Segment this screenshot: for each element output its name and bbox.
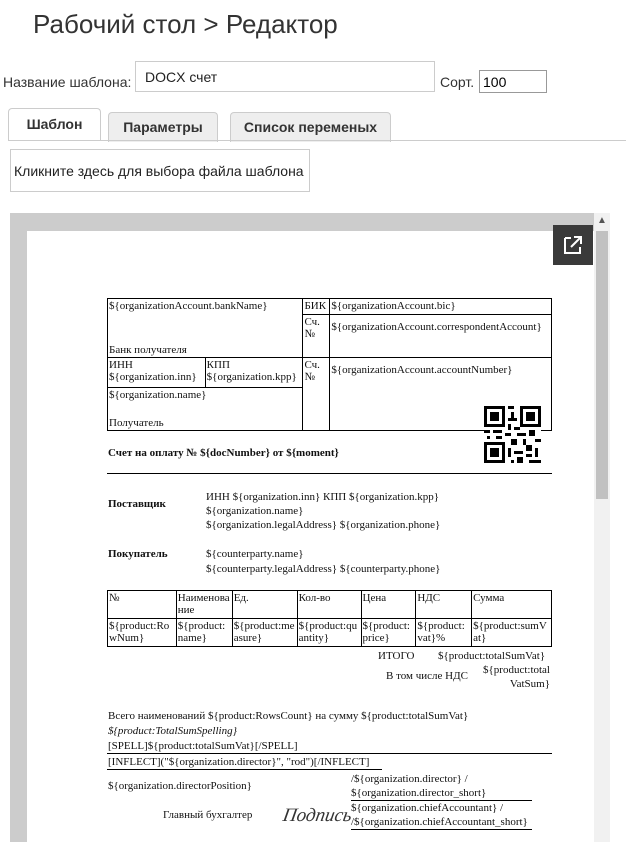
page-title: Рабочий стол > Редактор xyxy=(33,9,338,39)
summary-divider xyxy=(107,753,552,754)
open-in-new-window-icon xyxy=(553,225,593,265)
inn-label: ИНН xyxy=(109,359,133,371)
sort-input[interactable] xyxy=(479,70,547,93)
row-price-2: price} xyxy=(362,632,390,644)
accountant-name-1: ${organization.chiefAccountant} / xyxy=(351,802,504,814)
scrollbar-thumb[interactable] xyxy=(596,231,608,499)
bik-label: БИК xyxy=(303,299,330,315)
summary-line-3: [SPELL]${product:totalSumVat}[/SPELL] xyxy=(108,740,298,752)
choose-template-file-button[interactable]: Кликните здесь для выбора файла шаблона xyxy=(10,149,310,192)
kpp-cell xyxy=(205,358,303,388)
row-vat-2: vat}% xyxy=(417,632,446,644)
corr-label-1: Сч. xyxy=(304,316,320,328)
row-cell xyxy=(176,619,232,647)
tab-divider xyxy=(8,140,626,141)
row-cell xyxy=(361,619,416,647)
bank-label: Банк получателя xyxy=(109,344,187,356)
header-price: Цена xyxy=(362,592,387,604)
header-name-1: Наименова xyxy=(177,592,230,604)
org-name: ${organization.name} xyxy=(109,389,207,401)
inn-value: ${organization.inn} xyxy=(109,371,197,383)
row-name-2: name} xyxy=(177,632,207,644)
header-cell xyxy=(232,591,297,619)
template-name-label: Название шаблона: xyxy=(3,74,132,90)
row-sum-2: at} xyxy=(473,632,487,644)
tab-variables-list[interactable]: Список переменых xyxy=(230,112,391,142)
row-qty-1: ${product:qu xyxy=(298,620,358,632)
header-quantity: Кол-во xyxy=(298,592,331,604)
total-value: ${product:totalSumVat} xyxy=(438,650,546,662)
kpp-value: ${organization.kpp} xyxy=(206,371,297,383)
row-cell xyxy=(416,619,472,647)
row-cell xyxy=(297,619,361,647)
template-name-input[interactable] xyxy=(135,61,435,92)
tab-parameters[interactable]: Параметры xyxy=(108,112,218,142)
summary-line-2: ${product:TotalSumSpelling} xyxy=(108,725,237,737)
bank-name-cell xyxy=(108,299,303,358)
summary-line-4: [INFLECT]("${organization.director}", "rod")[/INFLECT] xyxy=(108,756,370,768)
accountant-label: Главный бухгалтер xyxy=(163,809,253,821)
account-label-2: № xyxy=(304,371,315,383)
header-cell xyxy=(361,591,416,619)
supplier-label: Поставщик xyxy=(108,498,166,510)
supplier-line-1: ИНН ${organization.inn} КПП ${organization.kpp} xyxy=(206,491,440,503)
account-label-cell xyxy=(303,358,330,431)
kpp-label: КПП xyxy=(206,359,230,371)
row-cell xyxy=(232,619,297,647)
row-name-1: ${product: xyxy=(177,620,226,632)
corr-label-cell xyxy=(303,315,330,358)
recipient-label: Получатель xyxy=(109,417,164,429)
director-signature-line xyxy=(351,800,532,801)
recipient-cell xyxy=(108,388,303,431)
vat-total-value-1: ${product:total xyxy=(483,664,550,676)
scroll-up-arrow-icon[interactable]: ▲ xyxy=(597,215,607,226)
header-number: № xyxy=(109,592,120,604)
director-name-1: /${organization.director} / xyxy=(351,773,468,785)
header-cell xyxy=(416,591,472,619)
inn-cell xyxy=(108,358,206,388)
header-cell xyxy=(297,591,361,619)
account-label-1: Сч. xyxy=(304,359,320,371)
signature-image: Подпись xyxy=(281,805,354,826)
qr-code-icon xyxy=(484,406,541,468)
vat-total-value-2: VatSum} xyxy=(509,678,550,690)
corr-label-2: № xyxy=(304,328,315,340)
header-sum: Сумма xyxy=(473,592,505,604)
director-name-2: ${organization.director_short} xyxy=(351,787,487,799)
bik-value: ${organizationAccount.bic} xyxy=(330,299,552,315)
corr-account: ${organizationAccount.correspondentAccount} xyxy=(330,315,552,358)
supplier-line-3: ${organization.legalAddress} ${organization.phone} xyxy=(206,519,441,531)
title-divider xyxy=(107,473,552,474)
buyer-label: Покупатель xyxy=(108,548,168,560)
row-cell xyxy=(108,619,177,647)
buyer-line-1: ${counterparty.name} xyxy=(206,548,304,560)
inflect-divider xyxy=(107,769,382,770)
open-in-new-window-button[interactable] xyxy=(553,225,593,265)
row-num-1: ${product:Ro xyxy=(109,620,170,632)
row-qty-2: antity} xyxy=(298,632,329,644)
bank-name: ${organizationAccount.bankName} xyxy=(109,300,268,312)
total-label: ИТОГО xyxy=(378,650,415,662)
row-unit-2: asure} xyxy=(233,632,263,644)
accountant-name-2: /${organization.chiefAccountant_short} xyxy=(351,816,528,828)
row-price-1: ${product: xyxy=(362,620,410,632)
accountant-signature-line xyxy=(351,829,532,830)
tab-template[interactable]: Шаблон xyxy=(8,108,101,141)
buyer-line-2: ${counterparty.legalAddress} ${counterparty.phone} xyxy=(206,563,441,575)
account-number: ${organizationAccount.accountNumber} xyxy=(330,358,552,431)
table-row xyxy=(108,619,552,647)
row-num-2: wNum} xyxy=(109,632,145,644)
row-cell xyxy=(472,619,552,647)
header-vat: НДС xyxy=(417,592,441,604)
summary-line-1: Всего наименований ${product:RowsCount} на сумму ${product:totalSumVat} xyxy=(108,710,469,722)
header-cell xyxy=(108,591,177,619)
invoice-title: Счет на оплату № ${docNumber} от ${moment} xyxy=(108,447,339,459)
header-name-2: ние xyxy=(177,604,195,616)
products-table xyxy=(107,590,552,647)
director-position: ${organization.directorPosition} xyxy=(108,780,252,792)
header-cell xyxy=(176,591,232,619)
row-unit-1: ${product:me xyxy=(233,620,295,632)
supplier-line-2: ${organization.name} xyxy=(206,505,304,517)
vat-total-label: В том числе НДС xyxy=(386,670,468,682)
header-unit: Ед. xyxy=(233,592,249,604)
header-cell xyxy=(472,591,552,619)
row-vat-1: ${product: xyxy=(417,620,465,632)
row-sum-1: ${product:sumV xyxy=(473,620,547,632)
sort-label: Сорт. xyxy=(440,74,475,90)
